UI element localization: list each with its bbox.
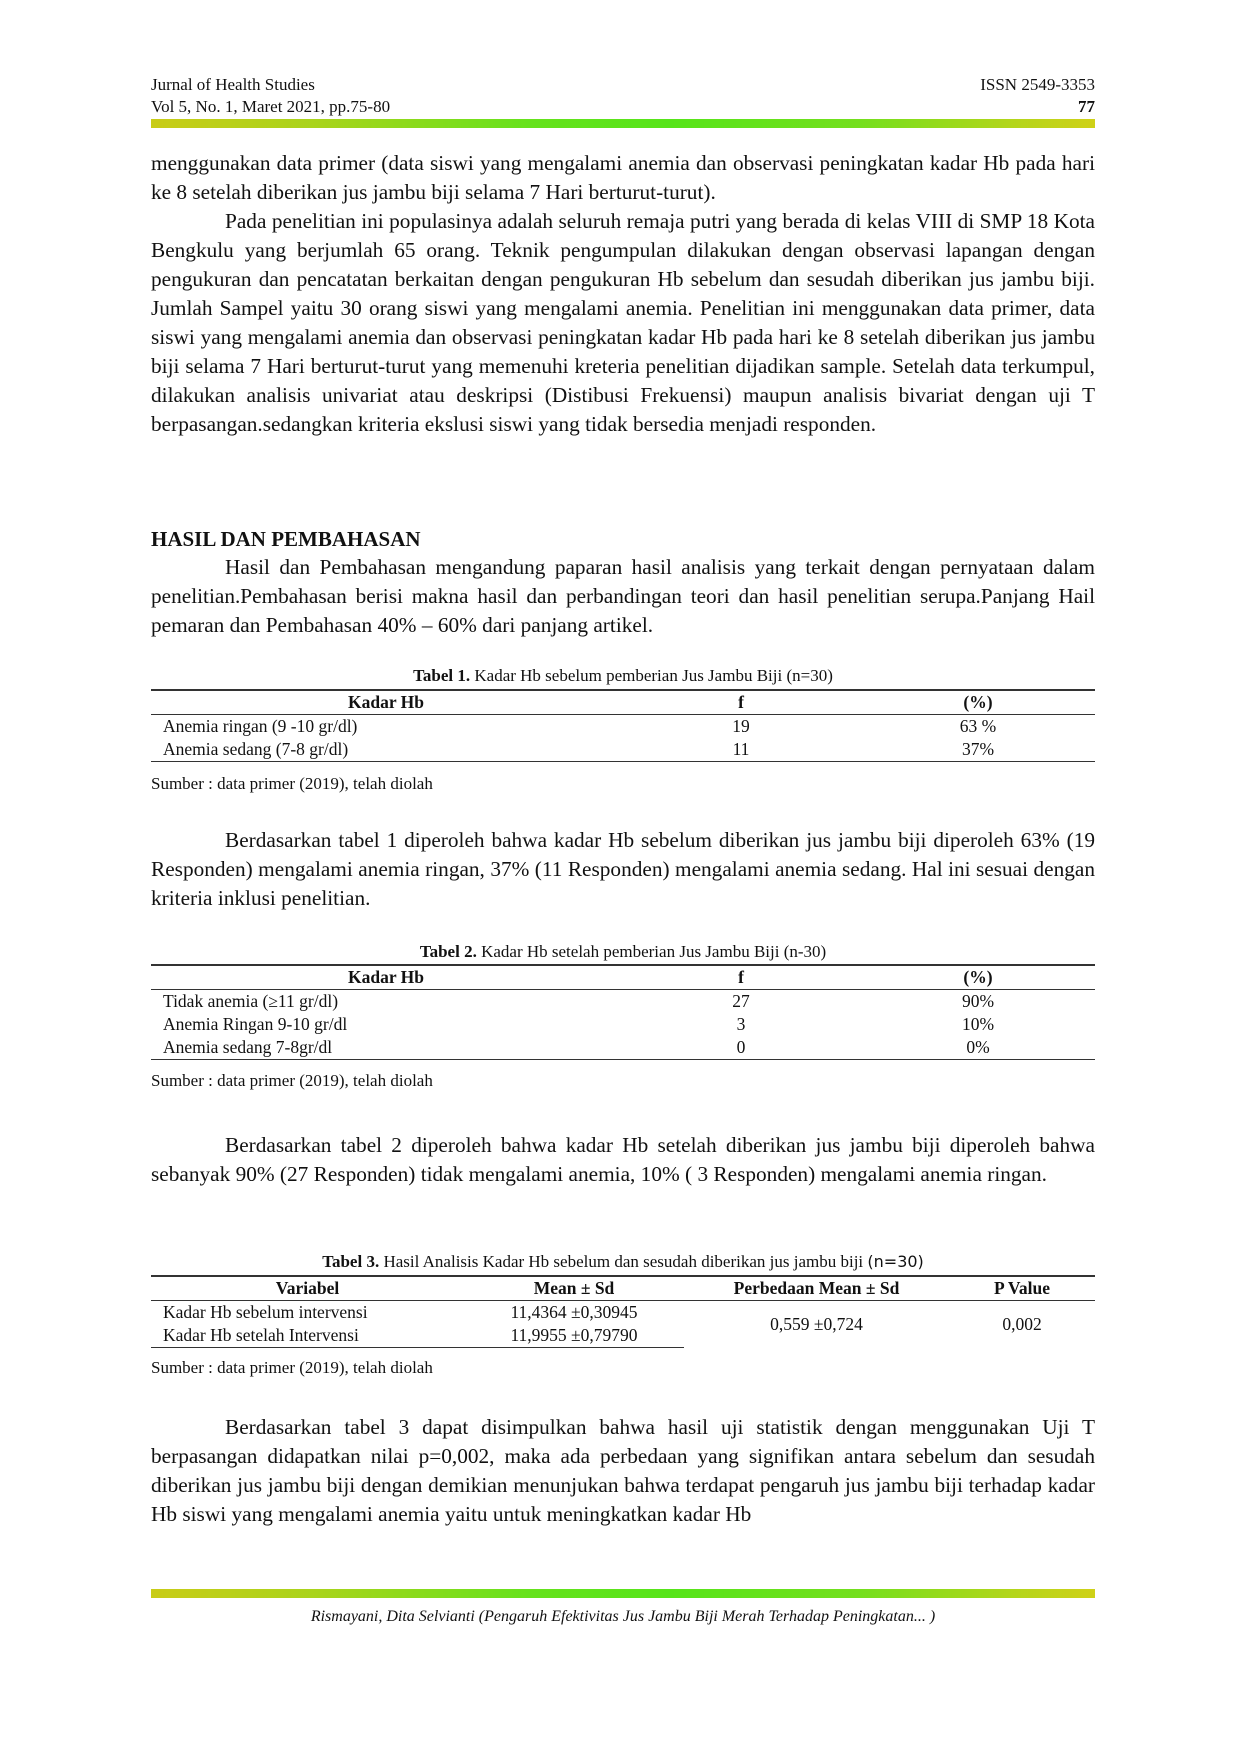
table-cell: 11,9955 ±0,79790 — [464, 1324, 684, 1348]
table1-header-row — [151, 690, 1095, 715]
mean-difference-cell: 0,559 ±0,724 — [770, 1313, 863, 1334]
table-cell: 19 — [732, 716, 750, 736]
table2-caption — [151, 942, 1095, 962]
table-cell: 3 — [736, 1014, 746, 1034]
table-row — [151, 1301, 1095, 1325]
table1-label: Tabel 1. — [413, 666, 471, 685]
table2-label: Tabel 2. — [419, 942, 477, 961]
header-divider-bar — [151, 119, 1095, 128]
table-cell: Kadar Hb setelah Intervensi — [151, 1324, 464, 1348]
table2-header-cell: (%) — [861, 965, 1095, 990]
table-cell: 0% — [861, 1036, 1095, 1060]
table3 — [151, 1275, 1095, 1348]
table-cell: 11,4364 ±0,30945 — [510, 1302, 638, 1322]
table-row — [151, 990, 1095, 1014]
table2-title: Kadar Hb setelah pemberian Jus Jambu Biji (n-30) — [481, 942, 827, 961]
footer-divider-bar — [151, 1589, 1095, 1598]
table-cell: Anemia sedang (7-8 gr/dl) — [151, 738, 621, 762]
table-row — [151, 715, 1095, 739]
journal-name: Jurnal of Health Studies — [151, 75, 315, 94]
table3-caption — [151, 1252, 1095, 1272]
table3-title: Hasil Analisis Kadar Hb sebelum dan sesudah diberikan jus jambu biji — [383, 1252, 864, 1271]
table1-header-cell: f — [621, 690, 861, 715]
issn: ISSN 2549-3353 — [980, 75, 1095, 94]
table3-header-cell: Variabel — [151, 1276, 464, 1301]
table-row — [151, 1013, 1095, 1036]
p-value-cell: 0,002 — [1002, 1313, 1042, 1334]
table-cell: 37% — [861, 738, 1095, 762]
table1-discussion-paragraph: Berdasarkan tabel 1 diperoleh bahwa kadar Hb sebelum diberikan jus jambu biji diperoleh 63% (19 Responden) mengalami anemia ringan, 37% (11 Responden) mengalami anemia sedang. Hal ini sesuai dengan kriteria inklusi penelitian. — [151, 828, 1095, 910]
table-row — [151, 738, 1095, 762]
table3-header-row — [151, 1276, 1095, 1301]
results-intro-paragraph: Hasil dan Pembahasan mengandung paparan hasil analisis yang terkait dengan pernyataan dalam penelitian.Pembahasan berisi makna hasil dan perbandingan teori dan hasil penelitian serupa.Panjang Hail pemaran dan Pembahasan 40% – 60% dari panjang artikel. — [151, 555, 1095, 637]
table-row — [151, 1036, 1095, 1060]
methods-paragraph-2: Pada penelitian ini populasinya adalah seluruh remaja putri yang berada di kelas VIII di SMP 18 Kota Bengkulu yang berjumlah 65 orang. Teknik pengumpulan dilakukan dengan observasi lapangan dengan pengukuran dan pencatatan berkaitan dengan pengukuran Hb sebelum dan sesudah diberikan jus jambu biji. Jumlah Sampel yaitu 30 orang siswi yang mengalami anemia. Penelitian ini menggunakan data primer, data siswi yang mengalami anemia dan observasi peningkatan kadar Hb pada hari ke 8 setelah diberikan jus jambu biji selama 7 Hari berturut-turut yang memenuhi kreteria penelitian dijadikan sample. Setelah data terkumpul, dilakukan analisis univariat atau deskripsi (Distibusi Frekuensi) maupun analisis bivariat dengan uji T berpasangan.sedangkan kriteria ekslusi siswi yang tidak bersedia menjadi responden. — [151, 209, 1095, 436]
table-cell: 11 — [621, 738, 861, 762]
table2-discussion — [151, 1131, 1095, 1189]
table-cell: Tidak anemia (≥11 gr/dl) — [163, 991, 339, 1011]
table-cell: 0 — [621, 1036, 861, 1060]
section-heading: HASIL DAN PEMBAHASAN — [151, 527, 421, 551]
table1-discussion — [151, 826, 1095, 913]
table3-discussion-paragraph: Berdasarkan tabel 3 dapat disimpulkan bahwa hasil uji statistik dengan menggunakan Uji T berpasangan didapatkan nilai p=0,002, maka ada perbedaan yang signifikan antara sebelum dan sesudah diberikan jus jambu biji dengan demikian menunjukan bahwa terdapat pengaruh jus jambu biji terhadap kadar Hb siswi yang mengalami anemia yaitu untuk meningkatkan kadar Hb — [151, 1415, 1095, 1526]
methods-section — [151, 149, 1095, 439]
table-cell: 90% — [961, 991, 995, 1011]
table3-header-cell: Perbedaan Mean ± Sd — [684, 1276, 949, 1301]
table-cell: Anemia ringan (9 -10 gr/dl) — [163, 716, 358, 736]
table2-header-row — [151, 965, 1095, 990]
table2-discussion-paragraph: Berdasarkan tabel 2 diperoleh bahwa kadar Hb setelah diberikan jus jambu biji diperoleh bahwa sebanyak 90% (27 Responden) tidak mengalami anemia, 10% ( 3 Responden) mengalami anemia ringan. — [151, 1133, 1095, 1186]
table2-source: Sumber : data primer (2019), telah diolah — [151, 1071, 433, 1090]
volume-info: Vol 5, No. 1, Maret 2021, pp.75-80 — [151, 97, 391, 116]
table-cell: 10% — [961, 1014, 995, 1034]
table2 — [151, 964, 1095, 1060]
table-cell: Kadar Hb sebelum intervensi — [163, 1302, 368, 1322]
table3-header-cell: Mean ± Sd — [464, 1276, 684, 1301]
page-number: 77 — [1078, 97, 1095, 116]
table-cell: Anemia Ringan 9-10 gr/dl — [163, 1014, 348, 1034]
table1 — [151, 689, 1095, 762]
table1-header-cell: (%) — [861, 690, 1095, 715]
footer-citation: Rismayani, Dita Selvianti (Pengaruh Efektivitas Jus Jambu Biji Merah Terhadap Peningkatan... ) — [310, 1608, 936, 1625]
table2-header-cell: f — [621, 965, 861, 990]
table1-caption — [151, 666, 1095, 686]
table3-discussion — [151, 1413, 1095, 1529]
table1-header-cell: Kadar Hb — [151, 690, 621, 715]
methods-paragraph-1: menggunakan data primer (data siswi yang mengalami anemia dan observasi peningkatan kadar Hb pada hari ke 8 setelah diberikan jus jambu biji selama 7 Hari berturut-turut). — [151, 151, 1095, 204]
table2-header-cell: Kadar Hb — [151, 965, 621, 990]
table-cell: 63 % — [959, 716, 997, 736]
table1-title: Kadar Hb sebelum pemberian Jus Jambu Biji (n=30) — [474, 666, 833, 685]
table3-n: (n=30) — [867, 1252, 924, 1271]
table1-source: Sumber : data primer (2019), telah diolah — [151, 774, 433, 793]
table-cell: Anemia sedang 7-8gr/dl — [151, 1036, 621, 1060]
results-intro — [151, 553, 1095, 640]
table-cell: 27 — [732, 991, 750, 1011]
table3-label: Tabel 3. — [322, 1252, 380, 1271]
table3-source: Sumber : data primer (2019), telah diolah — [151, 1358, 433, 1377]
table3-header-cell: P Value — [949, 1276, 1095, 1301]
